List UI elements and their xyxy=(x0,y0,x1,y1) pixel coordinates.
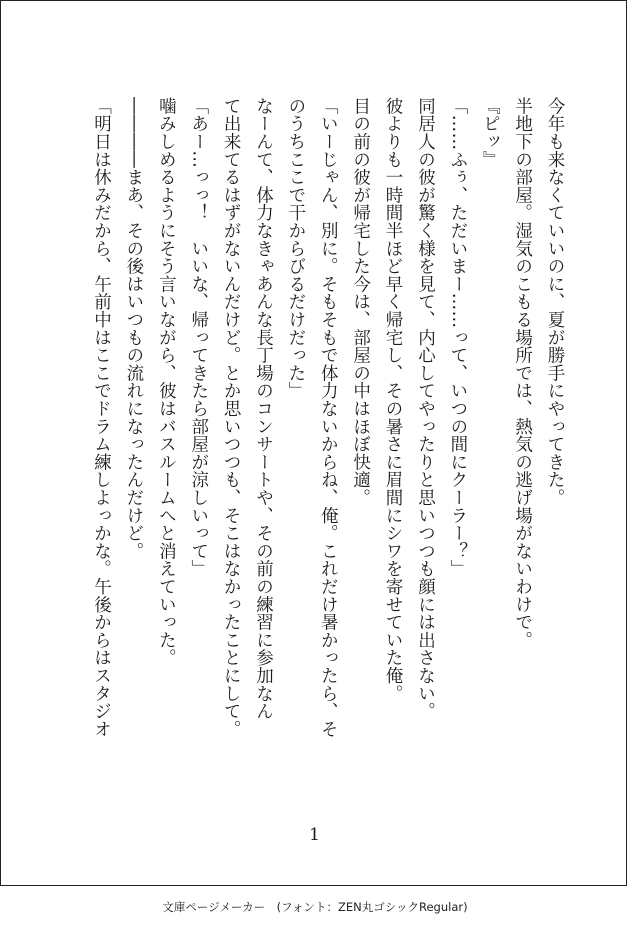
text-line: 同居人の彼が驚く様を見て、内心してやったりと思いつつも顔には出さない。 xyxy=(415,97,436,720)
text-line: 彼よりも一時間半ほど早く帰宅し、その暑さに眉間にシワを寄せていた俺。 xyxy=(383,97,404,703)
text-line: 今年も来なくていいのに、夏が勝手にやってきた。 xyxy=(545,97,565,507)
text-line: 半地下の部屋。湿気のこもる場所では、熱気の逃げ場がないわけで。 xyxy=(512,97,533,649)
text-line: のうちここで干からびるだけだった」 xyxy=(285,97,306,400)
text-line: 「あー…っっ！ いいな、帰ってきたら部屋が涼しいって」 xyxy=(188,97,209,578)
text-line: 「……ふぅ、ただいまー……って、いつの間にクーラー？」 xyxy=(447,97,468,578)
page-number: 1 xyxy=(309,825,320,845)
text-line: ――――まあ、その後はいつもの流れになったんだけど。 xyxy=(123,97,144,560)
text-line: 目の前の彼が帰宅した今は、部屋の中はほぼ快適。 xyxy=(350,97,371,507)
text-line: 噛みしめるようにそう言いながら、彼はバスルームへと消えていった。 xyxy=(156,97,177,667)
text-line: て出来てるはずがないんだけど。とか思いつつも、そこはなかったことにして。 xyxy=(221,97,242,738)
text-line: なーんて、体力なきゃあんな長丁場のコンサートや、その前の練習に参加なん xyxy=(253,97,274,720)
vertical-text-block xyxy=(51,97,571,797)
text-line: 『ピッ』 xyxy=(480,97,501,169)
text-line: 「いーじゃん、別に。そもそもで体力ないからね、俺。これだけ暑かったら、そ xyxy=(318,97,339,738)
text-line: 「明日は休みだから、午前中はここでドラム練しよっかな。午後からはスタジオ xyxy=(91,97,112,738)
footer-caption: 文庫ページメーカー (フォント：ZEN丸ゴシックRegular) xyxy=(162,900,468,914)
